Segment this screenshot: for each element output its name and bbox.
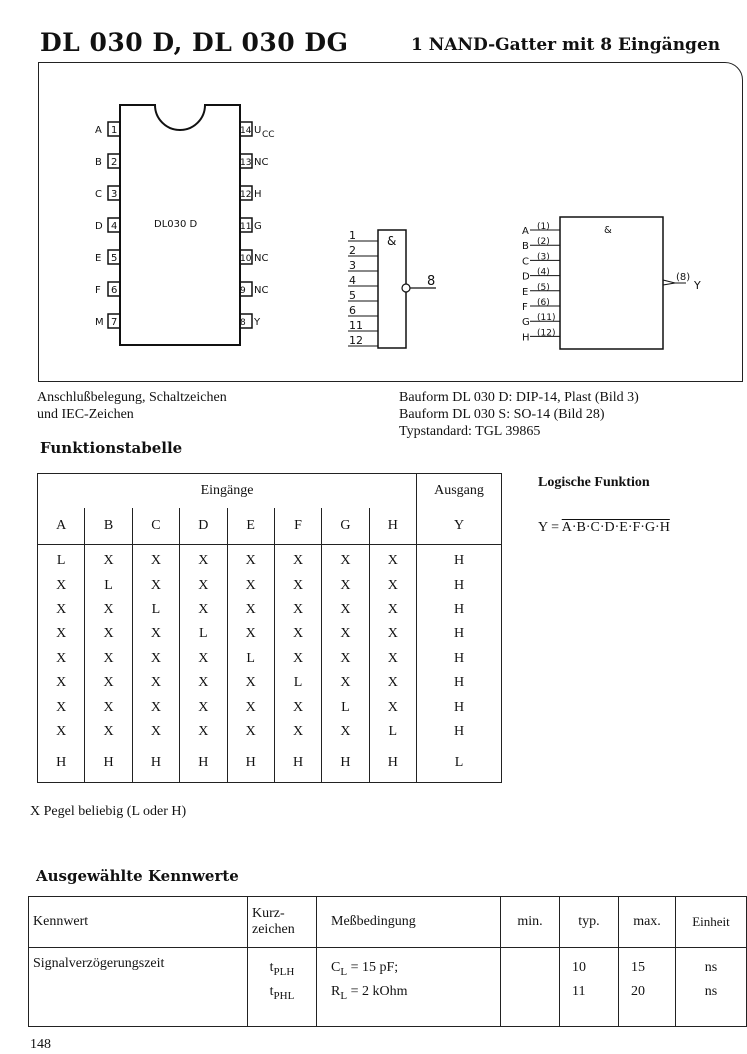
logic-function-equation xyxy=(538,520,670,536)
inputs-header: Eingänge xyxy=(200,483,254,498)
input-cell: L xyxy=(322,695,369,719)
input-cell: H xyxy=(322,744,369,783)
pin-name: E xyxy=(95,253,102,264)
table-row xyxy=(38,695,502,719)
input-cell: X xyxy=(274,545,321,574)
input-pin-number: 3 xyxy=(349,259,356,272)
characteristics-table xyxy=(28,896,747,1027)
input-cell: X xyxy=(56,626,67,642)
iec-input-number: (6) xyxy=(537,298,550,308)
input-cell: L xyxy=(180,622,227,646)
col-messbedingung: Meßbedingung xyxy=(317,897,501,948)
max-values xyxy=(619,948,676,1027)
input-cell: X xyxy=(180,720,227,744)
input-cell: X xyxy=(180,573,227,597)
input-cell: X xyxy=(56,699,67,715)
output-cell: H xyxy=(417,545,502,574)
kennwerte-heading: Ausgewählte Kennwerte xyxy=(36,867,239,885)
iec-input-name: C xyxy=(522,256,529,268)
column-header-h: H xyxy=(369,508,416,545)
pin-name: H xyxy=(254,189,262,200)
input-cell: X xyxy=(180,647,227,671)
input-cell: X xyxy=(369,695,416,719)
pin-name: D xyxy=(95,221,103,232)
input-cell: X xyxy=(85,695,132,719)
input-cell: X xyxy=(322,598,369,622)
iec-output-number: (8) xyxy=(676,272,691,283)
pin-name: NC xyxy=(254,157,269,168)
input-cell: X xyxy=(132,622,179,646)
condition-cell xyxy=(317,948,501,1027)
output-cell: H xyxy=(417,598,502,622)
table-row xyxy=(38,545,502,574)
figure-caption-left xyxy=(37,389,227,423)
input-cell: X xyxy=(227,720,274,744)
input-cell: X xyxy=(369,622,416,646)
input-cell: X xyxy=(227,545,274,574)
iec-input-number: (4) xyxy=(537,267,550,278)
input-cell: H xyxy=(85,744,132,783)
input-cell: X xyxy=(369,598,416,622)
input-cell: X xyxy=(322,647,369,671)
input-cell: X xyxy=(132,695,179,719)
input-cell: L xyxy=(56,553,66,569)
input-cell: L xyxy=(274,671,321,695)
input-cell: X xyxy=(180,671,227,695)
input-cell: X xyxy=(274,720,321,744)
column-header-y: Y xyxy=(417,508,502,545)
column-header-d: D xyxy=(180,508,227,545)
type-standard: Typstandard: TGL 39865 xyxy=(399,424,541,439)
column-header-g: G xyxy=(322,508,369,545)
input-cell: X xyxy=(132,545,179,574)
input-cell: X xyxy=(85,671,132,695)
figure-caption-right xyxy=(399,389,639,440)
input-cell: X xyxy=(322,573,369,597)
table-row xyxy=(38,573,502,597)
input-cell: X xyxy=(227,622,274,646)
condition-cl: $C_L = 15$ pF; xyxy=(331,960,399,978)
pin-number: 6 xyxy=(111,285,118,296)
column-header-e: E xyxy=(227,508,274,545)
kurz-line: zeichen xyxy=(252,922,295,937)
iec-symbol xyxy=(490,210,720,355)
iec-input-number: (2) xyxy=(537,237,550,248)
input-cell: X xyxy=(322,545,369,574)
unit-value: ns xyxy=(704,984,718,999)
pin-name: B xyxy=(95,157,102,168)
output-cell: H xyxy=(417,695,502,719)
iec-output-name: Y xyxy=(694,279,701,292)
pin-name: NC xyxy=(254,253,269,264)
typ-value: 10 xyxy=(572,960,586,975)
iec-input-name: G xyxy=(522,317,530,329)
input-cell: H xyxy=(369,744,416,783)
column-header-b: B xyxy=(85,508,132,545)
input-cell: X xyxy=(227,598,274,622)
input-pin-number: 5 xyxy=(349,289,356,302)
input-cell: X xyxy=(227,695,274,719)
table-footnote: X Pegel beliebig (L oder H) xyxy=(30,804,187,819)
input-cell: X xyxy=(274,647,321,671)
pin-number: 14 xyxy=(240,126,252,136)
col-typ: typ. xyxy=(560,897,619,948)
pin-number: 13 xyxy=(240,158,252,168)
input-cell: H xyxy=(274,744,321,783)
input-cell: L xyxy=(227,647,274,671)
pin-name-subscript: CC xyxy=(262,130,275,140)
column-header-a: A xyxy=(38,508,85,545)
input-cell: X xyxy=(369,545,416,574)
max-value: 20 xyxy=(631,984,645,999)
pinout-diagram xyxy=(70,95,300,355)
iec-gate-body xyxy=(560,217,663,349)
col-kennwert: Kennwert xyxy=(29,897,248,948)
input-cell: X xyxy=(56,723,67,739)
input-cell: X xyxy=(85,598,132,622)
input-pin-number: 12 xyxy=(349,334,363,347)
input-cell: X xyxy=(85,545,132,574)
pin-number: 9 xyxy=(240,286,246,296)
pin-number: 11 xyxy=(240,222,252,232)
logic-function-heading: Logische Funktion xyxy=(538,475,650,490)
inversion-bubble xyxy=(402,284,410,292)
unit-values xyxy=(676,948,747,1027)
input-pin-number: 6 xyxy=(349,304,356,317)
max-value: 15 xyxy=(631,960,645,975)
pin-number: 4 xyxy=(111,221,118,232)
symbol-cell xyxy=(248,948,317,1027)
pin-name: M xyxy=(95,317,104,328)
funktionstabelle-heading: Funktionstabelle xyxy=(40,439,183,457)
pin-number: 7 xyxy=(111,317,118,328)
input-pin-number: 2 xyxy=(349,244,356,257)
output-cell: H xyxy=(417,720,502,744)
table-row xyxy=(38,647,502,671)
table-row xyxy=(38,744,502,783)
input-cell: X xyxy=(132,720,179,744)
page-title: DL 030 D, DL 030 DG xyxy=(40,28,349,57)
pin-name: NC xyxy=(254,285,269,296)
output-cell: H xyxy=(417,647,502,671)
iec-input-number: (5) xyxy=(537,282,550,293)
input-cell: X xyxy=(180,695,227,719)
page-subtitle: 1 NAND-Gatter mit 8 Eingängen xyxy=(411,35,721,55)
pin-name: F xyxy=(95,285,101,296)
output-cell: H xyxy=(417,622,502,646)
kennwert-value: Signalverzögerungszeit xyxy=(29,948,248,1027)
chip-label: DL030 D xyxy=(154,219,198,230)
col-min: min. xyxy=(501,897,560,948)
input-cell: X xyxy=(85,720,132,744)
input-cell: X xyxy=(369,671,416,695)
pin-name: A xyxy=(95,125,102,136)
col-einheit: Einheit xyxy=(676,897,747,948)
input-cell: L xyxy=(132,598,179,622)
unit-value: ns xyxy=(704,960,718,975)
pin-number: 2 xyxy=(111,157,118,168)
function-table xyxy=(37,473,502,783)
iec-gate-symbol: & xyxy=(604,225,612,236)
iec-input-name: D xyxy=(522,271,530,283)
input-pin-number: 4 xyxy=(349,274,356,287)
table-row xyxy=(38,598,502,622)
pin-number: 8 xyxy=(240,318,246,328)
caption-line: Anschlußbelegung, Schaltzeichen xyxy=(37,390,227,405)
input-cell: X xyxy=(369,647,416,671)
iec-input-name: H xyxy=(522,332,530,344)
col-max: max. xyxy=(619,897,676,948)
pin-number: 12 xyxy=(240,190,252,200)
pin-name: G xyxy=(254,221,262,232)
input-cell: H xyxy=(227,744,274,783)
input-cell: X xyxy=(227,573,274,597)
page-number: 148 xyxy=(30,1037,51,1052)
input-pin-number: 1 xyxy=(349,229,356,242)
caption-line: und IEC-Zeichen xyxy=(37,407,134,422)
table-row xyxy=(38,671,502,695)
output-cell: L xyxy=(417,744,502,783)
input-cell: X xyxy=(322,671,369,695)
pin-number: 5 xyxy=(111,253,118,264)
input-cell: X xyxy=(85,622,132,646)
condition-rl: $R_L = 2$ kOhm xyxy=(331,984,408,1002)
schematic-symbol xyxy=(330,210,460,355)
iec-input-name: E xyxy=(522,286,529,298)
output-cell: H xyxy=(417,573,502,597)
input-cell: H xyxy=(56,755,67,771)
column-header-f: F xyxy=(274,508,321,545)
symbol-tplh: $t_{PLH}$ xyxy=(269,960,295,978)
input-cell: X xyxy=(274,598,321,622)
equation-rhs: A·B·C·D·E·F·G·H xyxy=(561,520,670,535)
iec-input-name: A xyxy=(522,226,529,237)
iec-input-number: (11) xyxy=(537,313,556,324)
table-row xyxy=(38,622,502,646)
input-cell: X xyxy=(180,545,227,574)
input-cell: X xyxy=(56,577,67,593)
input-cell: X xyxy=(227,671,274,695)
pin-name: Y xyxy=(254,317,261,328)
input-cell: X xyxy=(369,573,416,597)
input-cell: H xyxy=(180,744,227,783)
iec-input-number: (3) xyxy=(537,252,550,263)
input-cell: X xyxy=(132,647,179,671)
iec-input-name: B xyxy=(522,241,529,253)
gate-symbol: & xyxy=(387,234,397,248)
pin-name: C xyxy=(95,189,102,200)
input-cell: L xyxy=(369,720,416,744)
input-cell: X xyxy=(132,671,179,695)
output-pin-number: 8 xyxy=(427,274,436,289)
column-header-c: C xyxy=(132,508,179,545)
output-cell: H xyxy=(417,671,502,695)
pin-name: U xyxy=(254,125,262,136)
input-cell: X xyxy=(322,622,369,646)
input-cell: X xyxy=(56,675,67,691)
kurz-line: Kurz- xyxy=(252,906,285,921)
input-cell: X xyxy=(180,598,227,622)
table-row xyxy=(38,720,502,744)
col-kurzzeichen xyxy=(248,897,317,948)
pin-number: 10 xyxy=(240,254,252,264)
iec-input-number: (1) xyxy=(537,222,550,232)
min-value xyxy=(501,948,560,1027)
package-info-dip: Bauform DL 030 D: DIP-14, Plast (Bild 3) xyxy=(399,390,639,405)
input-cell: X xyxy=(274,622,321,646)
input-pin-number: 11 xyxy=(349,319,363,332)
input-cell: X xyxy=(85,647,132,671)
input-cell: X xyxy=(56,650,67,666)
pin-number: 1 xyxy=(111,125,118,136)
output-header: Ausgang xyxy=(417,474,502,509)
input-cell: X xyxy=(274,695,321,719)
input-cell: L xyxy=(85,573,132,597)
input-cell: X xyxy=(274,573,321,597)
equation-lhs: Y = xyxy=(538,520,559,535)
typ-value: 11 xyxy=(572,984,586,999)
typ-values xyxy=(560,948,619,1027)
pin-number: 3 xyxy=(111,189,118,200)
iec-input-number: (12) xyxy=(537,328,556,339)
input-cell: X xyxy=(132,573,179,597)
input-cell: X xyxy=(322,720,369,744)
input-cell: H xyxy=(132,744,179,783)
input-cell: X xyxy=(56,601,67,617)
iec-input-name: F xyxy=(522,302,528,313)
package-info-so: Bauform DL 030 S: SO-14 (Bild 28) xyxy=(399,407,605,422)
symbol-tphl: $t_{PHL}$ xyxy=(269,984,295,1002)
